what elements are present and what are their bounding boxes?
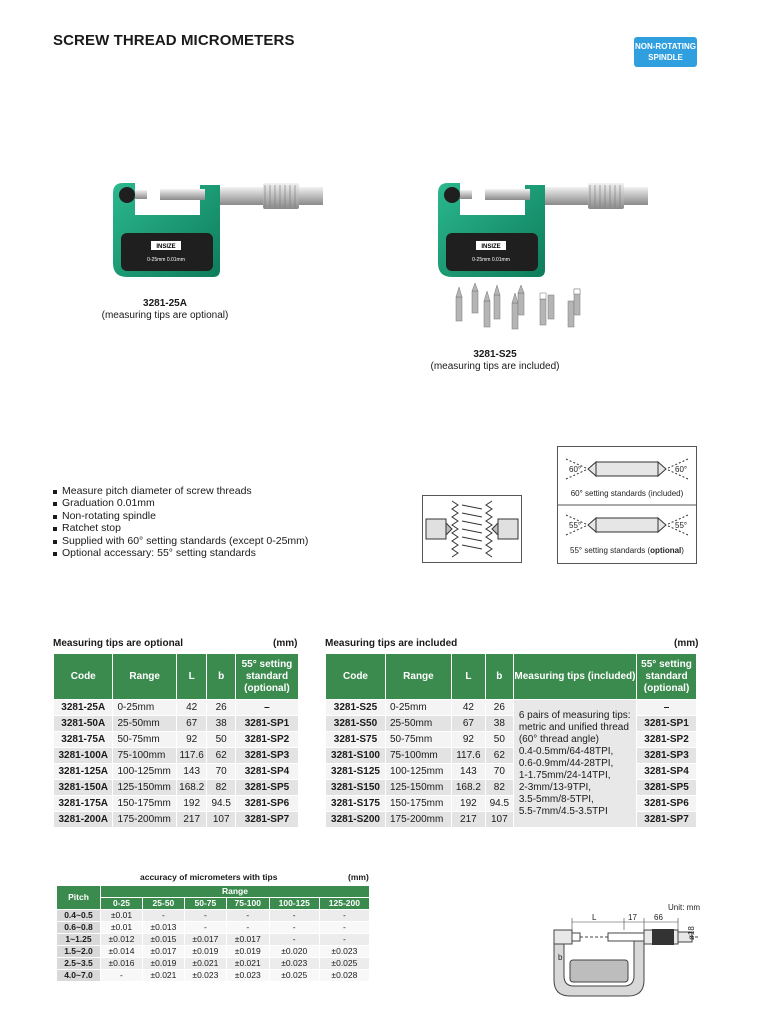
- brand-logo-text: INSIZE: [156, 244, 176, 250]
- page-title: SCREW THREAD MICROMETERS: [53, 32, 295, 49]
- product-model: 3281-25A: [143, 298, 187, 309]
- cell-standard: 3281-SP7: [637, 812, 697, 828]
- table-row: [54, 748, 299, 764]
- table-row: [54, 780, 299, 796]
- cell-code: 3281-S100: [326, 748, 386, 764]
- angle-55-left: 55°: [569, 521, 582, 530]
- cell-b: 62: [207, 748, 235, 764]
- tips-line: metric and unified thread: [518, 721, 629, 733]
- cell-value: ±0.028: [319, 970, 369, 982]
- cell-standard: 3281-SP5: [637, 780, 697, 796]
- cell-range: 75-100mm: [385, 748, 451, 764]
- cell-value: ±0.020: [269, 946, 319, 958]
- tips-line: 2-3mm/13-9TPI,: [518, 781, 592, 793]
- cell-code: 3281-S125: [326, 764, 386, 780]
- cell-L: 143: [451, 764, 485, 780]
- setting-60-caption: 60° setting standards (included): [570, 489, 684, 498]
- feature-item: Measure pitch diameter of screw threads: [53, 485, 308, 497]
- table-row: [54, 764, 299, 780]
- feature-item: Supplied with 60° setting standards (except 0-25mm): [53, 535, 308, 547]
- cell-value: ±0.021: [184, 958, 226, 970]
- product-model: 3281-S25: [473, 349, 517, 360]
- cell-range: 75-100mm: [113, 748, 176, 764]
- cell-b: 82: [207, 780, 235, 796]
- cell-code: 3281-175A: [54, 796, 113, 812]
- tips-line: 6 pairs of measuring tips:: [518, 709, 631, 721]
- cell-L: 92: [451, 732, 485, 748]
- unit-label: Unit: mm: [668, 903, 700, 912]
- table-row: [326, 780, 697, 796]
- cell-L: 67: [176, 716, 207, 732]
- cell-value: -: [319, 934, 369, 946]
- feature-item: Graduation 0.01mm: [53, 497, 308, 509]
- table-row: [57, 970, 370, 982]
- cell-L: 168.2: [176, 780, 207, 796]
- feature-item: Non-rotating spindle: [53, 510, 308, 522]
- cell-b: 107: [207, 812, 235, 828]
- cell-value: ±0.013: [142, 922, 184, 934]
- cell-value: -: [142, 910, 184, 922]
- cell-value: -: [269, 910, 319, 922]
- cell-value: ±0.017: [184, 934, 226, 946]
- table-row: [54, 716, 299, 732]
- non-rotating-spindle-badge: [634, 37, 697, 67]
- cell-range: 50-75mm: [113, 732, 176, 748]
- cell-code: 3281-100A: [54, 748, 113, 764]
- cell-range: 0-25mm: [385, 700, 451, 716]
- cell-b: 26: [207, 700, 235, 716]
- micrometer-3281-S25-image: [430, 175, 660, 285]
- cell-b: 70: [485, 764, 513, 780]
- table-row: [57, 910, 370, 922]
- brand-logo-text: INSIZE: [481, 244, 501, 250]
- col-range: Range: [385, 654, 451, 700]
- dim-b: b: [558, 953, 563, 962]
- cell-value: -: [226, 910, 269, 922]
- table-row: [54, 732, 299, 748]
- table-row: [57, 934, 370, 946]
- cell-value: ±0.01: [101, 910, 143, 922]
- col-range-value: 25-50: [142, 898, 184, 910]
- table-row: [326, 748, 697, 764]
- cell-value: ±0.025: [319, 958, 369, 970]
- table-row: [326, 764, 697, 780]
- table-optional-unit: (mm): [273, 638, 298, 649]
- col-code: Code: [54, 654, 113, 700]
- cell-standard: –: [637, 700, 697, 716]
- table-tips-optional: [53, 653, 299, 828]
- cell-L: 117.6: [451, 748, 485, 764]
- cell-standard: 3281-SP1: [235, 716, 298, 732]
- tips-line: 3.5-5mm/8-5TPI,: [518, 793, 594, 805]
- cell-value: -: [319, 922, 369, 934]
- table-row: [57, 958, 370, 970]
- dim-66: 66: [654, 913, 663, 922]
- cell-code: 3281-200A: [54, 812, 113, 828]
- feature-item: Optional accessary: 55° setting standards: [53, 547, 308, 559]
- cell-code: 3281-75A: [54, 732, 113, 748]
- cell-range: 100-125mm: [113, 764, 176, 780]
- cell-b: 70: [207, 764, 235, 780]
- cell-b: 50: [485, 732, 513, 748]
- cell-value: ±0.019: [142, 958, 184, 970]
- cell-code: 3281-25A: [54, 700, 113, 716]
- table-optional-title: Measuring tips are optional: [53, 638, 184, 649]
- feature-item: Ratchet stop: [53, 522, 308, 534]
- table-row: [326, 796, 697, 812]
- accuracy-unit: (mm): [348, 872, 369, 882]
- micrometer-3281-25A-image: [105, 175, 335, 285]
- col-b: b: [207, 654, 235, 700]
- cell-value: ±0.01: [101, 922, 143, 934]
- cell-range: 50-75mm: [385, 732, 451, 748]
- cell-range: 125-150mm: [113, 780, 176, 796]
- cell-standard: 3281-SP1: [637, 716, 697, 732]
- tips-line: (60° thread angle): [518, 733, 599, 745]
- cell-pitch: 4.0~7.0: [57, 970, 101, 982]
- setting-standards-drawing: [558, 447, 696, 563]
- cell-value: ±0.019: [226, 946, 269, 958]
- cell-value: -: [101, 970, 143, 982]
- cell-L: 67: [451, 716, 485, 732]
- table-row: [54, 700, 299, 716]
- cell-range: 150-175mm: [113, 796, 176, 812]
- product-note: (measuring tips are included): [430, 361, 560, 372]
- cell-pitch: 0.4~0.5: [57, 910, 101, 922]
- cell-value: -: [269, 922, 319, 934]
- col-tips: Measuring tips (included): [513, 654, 636, 700]
- caption-prefix: 55° setting standards (: [570, 546, 651, 555]
- cell-b: 50: [207, 732, 235, 748]
- cell-pitch: 1.5~2.0: [57, 946, 101, 958]
- tips-line: 0.4-0.5mm/64-48TPI,: [518, 745, 614, 757]
- cell-code: 3281-S50: [326, 716, 386, 732]
- cell-standard: 3281-SP4: [235, 764, 298, 780]
- cell-value: -: [184, 910, 226, 922]
- cell-value: ±0.014: [101, 946, 143, 958]
- cell-code: 3281-S200: [326, 812, 386, 828]
- badge-text: NON-ROTATING SPINDLE: [634, 42, 697, 62]
- cell-value: ±0.019: [184, 946, 226, 958]
- cell-pitch: 1~1.25: [57, 934, 101, 946]
- table-row: [326, 812, 697, 828]
- table-row: [54, 812, 299, 828]
- setting-standards-panel: [557, 446, 697, 564]
- caption-3281-25A: [80, 298, 250, 322]
- cell-L: 92: [176, 732, 207, 748]
- product-note: (measuring tips are optional): [101, 310, 229, 321]
- cell-code: 3281-S175: [326, 796, 386, 812]
- cell-b: 62: [485, 748, 513, 764]
- cell-b: 38: [207, 716, 235, 732]
- feature-list: [53, 485, 308, 559]
- cell-standard: 3281-SP4: [637, 764, 697, 780]
- cell-range: 175-200mm: [113, 812, 176, 828]
- cell-b: 94.5: [207, 796, 235, 812]
- cell-code: 3281-S75: [326, 732, 386, 748]
- cell-value: ±0.017: [142, 946, 184, 958]
- col-L: L: [176, 654, 207, 700]
- cell-b: 107: [485, 812, 513, 828]
- cell-standard: –: [235, 700, 298, 716]
- cell-measuring-tips: [513, 700, 636, 828]
- cell-L: 143: [176, 764, 207, 780]
- col-range-value: 100-125: [269, 898, 319, 910]
- cell-standard: 3281-SP7: [235, 812, 298, 828]
- cell-range: 0-25mm: [113, 700, 176, 716]
- cell-range: 100-125mm: [385, 764, 451, 780]
- cell-value: ±0.012: [101, 934, 143, 946]
- cell-standard: 3281-SP2: [637, 732, 697, 748]
- col-range-value: 125-200: [319, 898, 369, 910]
- cell-standard: 3281-SP3: [637, 748, 697, 764]
- cell-value: -: [269, 934, 319, 946]
- cell-b: 26: [485, 700, 513, 716]
- thread-measurement-diagram: [422, 495, 522, 563]
- scale-text: 0-25mm 0.01mm: [147, 257, 185, 263]
- scale-text: 0-25mm 0.01mm: [472, 257, 510, 263]
- cell-value: ±0.015: [142, 934, 184, 946]
- dimension-drawing: [548, 900, 704, 1000]
- caption-suffix: ): [681, 546, 684, 555]
- angle-55-right: 55°: [675, 521, 688, 530]
- tips-line: 5.5-7mm/4.5-3.5TPI: [518, 805, 608, 817]
- col-code: Code: [326, 654, 386, 700]
- cell-standard: 3281-SP5: [235, 780, 298, 796]
- cell-value: -: [184, 922, 226, 934]
- cell-standard: 3281-SP6: [637, 796, 697, 812]
- cell-range: 25-50mm: [385, 716, 451, 732]
- table-row: [57, 946, 370, 958]
- angle-60-right: 60°: [675, 465, 688, 474]
- cell-L: 42: [176, 700, 207, 716]
- cell-code: 3281-S25: [326, 700, 386, 716]
- cell-standard: 3281-SP3: [235, 748, 298, 764]
- col-range-value: 75-100: [226, 898, 269, 910]
- cell-value: ±0.021: [226, 958, 269, 970]
- col-range: Range: [113, 654, 176, 700]
- col-standard: 55° setting standard (optional): [637, 654, 697, 700]
- table-tips-included: [325, 653, 697, 828]
- accuracy-table: [56, 885, 370, 982]
- cell-code: 3281-125A: [54, 764, 113, 780]
- cell-b: 94.5: [485, 796, 513, 812]
- table-row: [326, 700, 697, 716]
- caption-bold: optional: [650, 546, 682, 555]
- tips-line: 0.6-0.9mm/44-28TPI,: [518, 757, 614, 769]
- cell-b: 82: [485, 780, 513, 796]
- cell-value: ±0.017: [226, 934, 269, 946]
- cell-L: 217: [176, 812, 207, 828]
- table-row: [326, 732, 697, 748]
- angle-60-left: 60°: [569, 465, 582, 474]
- cell-code: 3281-S150: [326, 780, 386, 796]
- cell-value: ±0.023: [269, 958, 319, 970]
- col-pitch: Pitch: [57, 886, 101, 910]
- cell-code: 3281-50A: [54, 716, 113, 732]
- cell-L: 117.6: [176, 748, 207, 764]
- dim-dia: ø18: [687, 926, 696, 940]
- measuring-tips-image: [448, 283, 588, 333]
- dim-L: L: [592, 913, 597, 922]
- col-range-value: 0-25: [101, 898, 143, 910]
- cell-code: 3281-150A: [54, 780, 113, 796]
- cell-standard: 3281-SP6: [235, 796, 298, 812]
- caption-3281-S25: [410, 349, 580, 373]
- cell-L: 192: [451, 796, 485, 812]
- tips-line: 1-1.75mm/24-14TPI,: [518, 769, 611, 781]
- cell-range: 25-50mm: [113, 716, 176, 732]
- cell-value: ±0.016: [101, 958, 143, 970]
- cell-value: ±0.021: [142, 970, 184, 982]
- cell-standard: 3281-SP2: [235, 732, 298, 748]
- cell-value: ±0.023: [184, 970, 226, 982]
- cell-value: ±0.023: [226, 970, 269, 982]
- cell-pitch: 2.5~3.5: [57, 958, 101, 970]
- table-row: [54, 796, 299, 812]
- table-included-title: Measuring tips are included: [325, 638, 458, 649]
- cell-value: -: [226, 922, 269, 934]
- cell-L: 192: [176, 796, 207, 812]
- accuracy-title: accuracy of micrometers with tips: [140, 872, 278, 882]
- cell-L: 168.2: [451, 780, 485, 796]
- cell-value: ±0.023: [319, 946, 369, 958]
- col-L: L: [451, 654, 485, 700]
- setting-55-caption: [570, 546, 684, 555]
- cell-range: 125-150mm: [385, 780, 451, 796]
- col-standard: 55° setting standard (optional): [235, 654, 298, 700]
- cell-range: 175-200mm: [385, 812, 451, 828]
- cell-value: ±0.025: [269, 970, 319, 982]
- cell-L: 217: [451, 812, 485, 828]
- cell-L: 42: [451, 700, 485, 716]
- table-row: [326, 716, 697, 732]
- cell-pitch: 0.6~0.8: [57, 922, 101, 934]
- col-b: b: [485, 654, 513, 700]
- dim-17: 17: [628, 913, 637, 922]
- col-range-value: 50-75: [184, 898, 226, 910]
- col-range: Range: [101, 886, 370, 898]
- cell-value: -: [319, 910, 369, 922]
- table-included-unit: (mm): [674, 638, 699, 649]
- cell-b: 38: [485, 716, 513, 732]
- cell-range: 150-175mm: [385, 796, 451, 812]
- table-row: [57, 922, 370, 934]
